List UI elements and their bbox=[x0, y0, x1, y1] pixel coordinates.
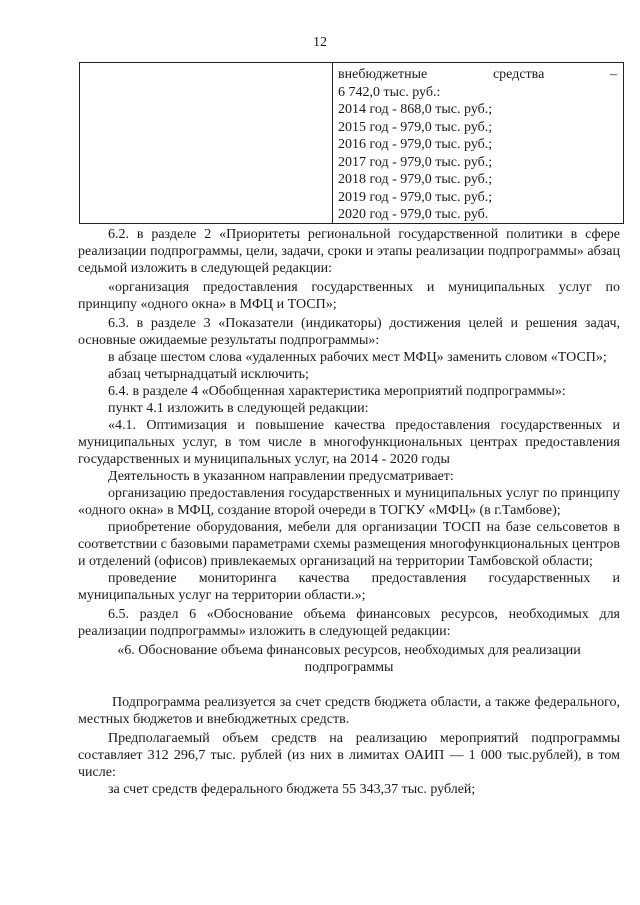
funding-header-mid: средства bbox=[492, 67, 545, 82]
paragraph: 6.3. в разделе 3 «Показатели (индикаторы) достижения целей и решения задач, основные ожидаемые результаты подпрограммы»: bbox=[78, 316, 620, 348]
funding-line: 2020 год - 979,0 тыс. руб. bbox=[338, 207, 489, 222]
paragraph: в абзаце шестом слова «удаленных рабочих мест МФЦ» заменить словом «ТОСП»; bbox=[108, 350, 607, 365]
funding-line: 2019 год - 979,0 тыс. руб.; bbox=[338, 189, 493, 205]
paragraph: приобретение оборудования, мебели для организации ТОСП на базе сельсоветов в соответствии с базовыми параметрами схемы размещения многофункциональных центров и отделений (офисов) привлекаемых организаций на территории Тамбовской области; bbox=[78, 520, 620, 569]
paragraph: 6.4. в разделе 4 «Обобщенная характеристика мероприятий подпрограммы»: bbox=[108, 384, 566, 399]
funding-line: 2017 год - 979,0 тыс. руб.; bbox=[338, 154, 493, 170]
page-number: 12 bbox=[313, 35, 327, 50]
paragraph: 6.5. раздел 6 «Обоснование объема финансовых ресурсов, необходимых для реализации подпрограммы» изложить в следующей редакции: bbox=[78, 607, 620, 639]
funding-header-left: внебюджетные bbox=[338, 67, 428, 82]
funding-line: 2018 год - 979,0 тыс. руб.; bbox=[338, 172, 493, 187]
section-heading: «6. Обоснование объема финансовых ресурсов, необходимых для реализации подпрограммы bbox=[117, 643, 581, 675]
paragraph: Деятельность в указанном направлении предусматривает: bbox=[108, 469, 454, 484]
funding-line: 2016 год - 979,0 тыс. руб.; bbox=[338, 137, 493, 152]
funding-line: 2014 год - 868,0 тыс. руб.; bbox=[338, 102, 493, 117]
paragraph: «организация предоставления государственных и муниципальных услуг по принципу «одного окна» в МФЦ и ТОСП»; bbox=[78, 280, 620, 312]
paragraph: Подпрограмма реализуется за счет средств бюджета области, а также федерального, местных бюджетов и внебюджетных средств. bbox=[78, 695, 620, 727]
paragraph: за счет средств федерального бюджета 55 343,37 тыс. рублей; bbox=[108, 782, 476, 797]
paragraph: «4.1. Оптимизация и повышение качества предоставления государственных и муниципальных услуг, в том числе в многофункциональных центрах предоставления государственных и муниципальных услуг, на 2014 - 2020 годы bbox=[78, 418, 620, 467]
funding-cell bbox=[338, 66, 617, 224]
funding-table bbox=[79, 62, 624, 224]
paragraph: организацию предоставления государственных и муниципальных услуг по принципу «одного окна» в МФЦ, создание второй очереди в ТОГКУ «МФЦ» (в г.Тамбове); bbox=[78, 486, 620, 518]
paragraph: 6.2. в разделе 2 «Приоритеты региональной государственной политики в сфере реализации подпрограммы, цели, задачи, сроки и этапы реализации подпрограммы» абзац седьмой изложить в следующей редакции: bbox=[78, 227, 620, 276]
funding-line: 6 742,0 тыс. руб.: bbox=[338, 84, 441, 100]
funding-header-dash: – bbox=[610, 67, 617, 82]
paragraph: проведение мониторинга качества предоставления государственных и муниципальных услуг на территории области.»; bbox=[78, 571, 620, 603]
paragraph: Предполагаемый объем средств на реализацию мероприятий подпрограммы составляет 312 296,7 тыс. рублей (из них в лимитах ОАИП — 1 000 тыс.рублей), в том числе: bbox=[78, 731, 620, 780]
funding-line: 2015 год - 979,0 тыс. руб.; bbox=[338, 119, 493, 135]
paragraph: пункт 4.1 изложить в следующей редакции: bbox=[108, 401, 369, 416]
funding-header bbox=[338, 66, 617, 84]
table-divider bbox=[332, 63, 333, 223]
paragraph: абзац четырнадцатый исключить; bbox=[108, 367, 309, 382]
spacer bbox=[78, 676, 620, 694]
document-body bbox=[78, 226, 620, 798]
